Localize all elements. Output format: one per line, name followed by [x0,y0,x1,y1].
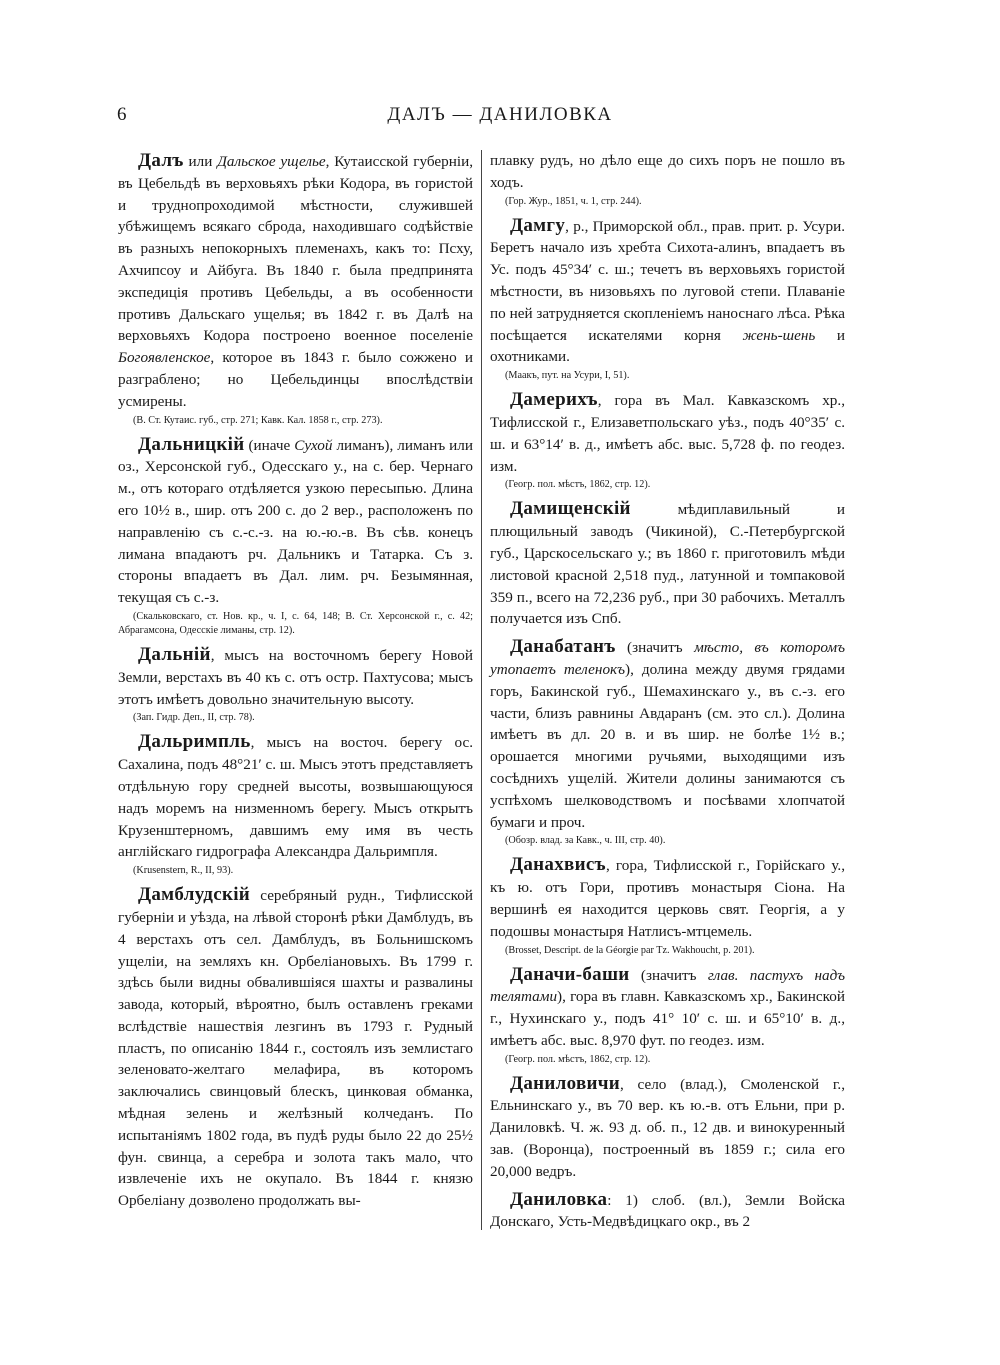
entry-source: (Гор. Жур., 1851, ч. 1, стр. 244). [505,195,642,207]
entry-italic-text: глав. пастухъ надъ телятами [490,966,845,1006]
page-number: 6 [117,104,127,125]
entry-headword: Дамгу [510,214,566,236]
entry-text [490,854,845,957]
dictionary-entry [118,150,473,428]
entry-italic-text: Сухой [294,436,333,454]
entry-body-text: мѣдиплавильный и плющильный заводъ (Чикиной), С.-Петербургской губ., Царскосельскаго у.; въ 1860 г. приготовилъ мѣди листовой красной 2,518 пуд., латунной и томпаковой 359 п., всего на 72,236 руб., при 30 рабочихъ. Металлъ получается изъ Спб. [490,501,845,628]
entry-text [490,215,845,384]
entry-headword: Даниловичи [510,1072,621,1094]
entry-text [490,389,845,492]
entry-text [490,636,845,848]
entry-headword: Данабатанъ [510,636,616,658]
column-right [490,150,845,1239]
dictionary-entry [118,644,473,725]
entry-body-text: и охотниками. [490,326,845,366]
entry-headword: Дальній [138,643,211,665]
entry-italic-text: Богоявленское [118,349,211,367]
entry-text [118,644,473,725]
entry-body-text: , гора въ Мал. Кавказскомъ хр., Тифлисской г., Елизаветпольскаго уѣз., подъ 40°35′ с. ш. и 63°14′ в. д., имѣетъ абс. выс. 5,728 ф. по геодез. изм. [490,392,845,475]
entry-body-text: серебряный рудн., Тифлисской губерніи и уѣзда, на лѣвой сторонѣ рѣки Дамблудъ, въ 4 верстахъ отъ сел. Дамблудъ, въ Больнишскомъ ущеліи, на земляхъ кн. Орбеліановыхъ. Въ 1799 г. здѣсь были видны обвалившіяся шахты и развалины завода, который, вѣроятно, былъ оставленъ греками вслѣдствіе нашествія лезгинъ въ 1793 г. Рудный пластъ, по описанію 1844 г., состоялъ изъ землистаго зеленовато-желтаго мелафира, въ которомъ заключались свинцовый блескъ, цинковая обманка, мѣдная зелень и желѣзный колчеданъ. По испытаніямъ 1802 года, въ пудѣ руды было 22 до 25½ фун. свинца, а серебра и золота такъ мало, что извлеченіе ихъ не окупало. Въ 1844 г. князю Орбеліану дозволено продолжать вы- [118,887,473,1210]
dictionary-entry [490,389,845,492]
entry-source: (Зап. Гидр. Деп., ІІ, стр. 78). [133,712,255,724]
dictionary-entry [490,150,845,209]
dictionary-entry [490,964,845,1067]
dictionary-entry [118,884,473,1212]
entry-body-text: ), гора въ главн. Кавказскомъ хр., Бакинской г., Нухинскаго у., подъ 41° 10′ с. ш. и 65°10′ в. д., имѣетъ абс. выс. 8,970 фут. по геодез. изм. [490,988,845,1049]
entry-body-text: (значитъ [615,639,695,657]
entry-source: (Brosset, Descript. de la Géorgie par Tz. Wakhoucht, p. 201). [505,944,755,956]
entry-italic-text: мѣсто, въ которомъ утопаетъ теленокъ [490,639,846,678]
dictionary-entry [490,636,845,848]
entry-body-text: плавку рудъ, но дѣло еще до сихъ поръ не пошло въ ходъ. [490,152,845,191]
entry-text [118,150,473,428]
entry-body-text: , Кутаисской губерніи, въ Цебельдѣ въ верховьяхъ рѣки Кодора, въ гористой и труднопроходимой мѣстности, служившей убѣжищемъ всякаго сброда, находившаго содѣйствіе въ разныхъ непокорныхъ племенахъ, какъ то: Псху, Ахчипсоу и Айбуга. Въ 1840 г. была предпринята экспедиція противъ Цебельды, а въ особенности противъ Дальскаго ущелья; въ 1842 г. въ Далѣ на верховьяхъ Кодора построено военное поселеніе [118,153,473,345]
entry-body-text: , мысъ на восточномъ берегу Новой Земли, верстахъ въ 40 къ с. отъ остр. Пахтусова; мысъ этотъ имѣетъ довольно значительную высоту. [118,646,473,708]
dictionary-entry [490,854,845,957]
entry-headword: Дамищенскій [510,498,631,520]
entry-body-text: лиманъ), лиманъ или оз., Херсонской губ., Одесскаго у., на с. бер. Чернаго м., отъ котораго отдѣляется узкою пересыпью. Длина его 10½ в., шир. отъ 200 с. до 2 вер., расположенъ по направленію съ с.-с.-з. на ю.-ю.-в. Въ сѣв. конецъ лимана впадаютъ рч. Дальникъ и Татарка. Съ з. стороны впадаетъ въ Дал. лим. рч. Безымянная, текущая съ с.-з. [118,436,474,607]
entry-italic-text: жень-шень [742,326,816,344]
entry-italic-text: Дальское ущелье [217,153,326,170]
entry-body-text: , село (влад.), Смоленской г., Ельнинскаго у., въ 70 вер. къ ю.-в. отъ Ельни, при р. Даниловкѣ. Ч. ж. 93 д. об. п., 12 дв. и винокуренный зав. (Воронца), построенный въ 1859 г.; сила его 20,000 ведръ. [490,1075,845,1180]
entry-source: (Маакъ, пут. на Усури, I, 51). [505,370,630,382]
entry-headword: Далъ [138,150,184,171]
entry-text [490,1073,845,1183]
entry-headword: Данахвисъ [510,854,606,876]
entry-headword: Даначи-баши [510,963,630,985]
entry-headword: Дальримпль [138,731,251,753]
entry-headword: Дальницкій [138,433,245,455]
entry-text [118,884,473,1212]
entry-body-text: , гора, Тифлисской г., Горійскаго у., къ ю. отъ Гори, противъ монастыря Сіона. На вершинѣ ея находится церковь свят. Георгія, а у подошвы монастыря Натлисъ-мтцемель. [490,857,845,940]
entry-body-text: , которое въ 1843 г. было сожжено и разграблено; но Цебельдинцы впослѣдствіи усмирены. [118,349,473,410]
column-left [118,150,473,1218]
entry-source: (Krusenstern, R., II, 93). [133,865,234,877]
dictionary-entry [118,434,473,638]
entry-body-text: или [183,153,218,170]
dictionary-entry [490,215,845,384]
entry-headword: Дамблудскій [138,884,251,906]
entry-source: (Геогр. пол. мѣстъ, 1862, стр. 12). [505,1053,651,1065]
entry-headword: Дамерихъ [510,389,598,411]
entry-body-text: ), долина между двумя грядами горъ, Бакинской губ., Шемахинскаго у., въ с.-з. его части, близъ равнины Авдаранъ (см. это сл.). Долина имѣетъ въ дл. 20 в. и въ шир. не болѣе 1½ в.; орошается многими ручьями, выходящими изъ сосѣднихъ ущелій. Жители долины занимаются съ успѣхомъ шелководствомъ и посѣвами хлопчатой бумаги и проч. [490,660,845,831]
column-divider [481,150,482,1230]
entry-source: (Скальковскаго, ст. Нов. кр., ч. І, с. 64, 148; В. Ст. Херсонской г., с. 42; Абрагамсона, Одесскіе лиманы, стр. 12). [118,610,473,636]
entry-body-text: : 1) слоб. (вл.), Земли Войска Донскаго, Усть-Медвѣдицкаго окр., въ 2 [490,1191,845,1231]
entry-source: (Геогр. пол. мѣстъ, 1862, стр. 12). [505,479,651,491]
entry-source: (В. Ст. Кутаис. губ., стр. 271; Кавк. Кал. 1858 г., стр. 273). [133,414,383,426]
entry-source: (Обозр. влад. за Кавк., ч. III, стр. 40). [505,835,666,847]
entry-text [118,434,473,638]
entry-text [118,731,473,878]
entry-text [490,964,845,1067]
entry-body-text: , р., Приморской обл., прав. прит. р. Усури. Беретъ начало изъ хребта Сихота-алинъ, впадаетъ въ Ус. подъ 45°34′ с. ш.; течетъ въ верховьяхъ гористой мѣстности, въ низовьяхъ по луговой степи. Плаваніе по ней затрудняется скопленіемъ наноснаго лѣса. Рѣка посѣщается искателями корня [490,217,845,344]
entry-body-text: , мысъ на восточ. берегу ос. Сахалина, подъ 48°21′ с. ш. Мысъ этотъ представляетъ отдѣльную гору средней высоты, возвышающуюся надъ моремъ на низменномъ берегу. Мысъ открытъ Крузенштерномъ, давшимъ ему имя въ честь англійскаго гидрографа Александра Дальримпля. [118,734,473,861]
dictionary-entry [490,498,845,630]
entry-headword: Даниловка [510,1188,608,1210]
dictionary-entry [490,1073,845,1183]
entry-text [490,150,845,209]
entry-body-text: (значитъ [629,966,708,984]
running-head: ДАЛЪ — ДАНИЛОВКА [387,104,613,125]
dictionary-entry [490,1189,845,1234]
dictionary-entry [118,731,473,878]
entry-body-text: (иначе [244,436,295,454]
entry-text [490,498,845,630]
entry-text [490,1189,845,1234]
